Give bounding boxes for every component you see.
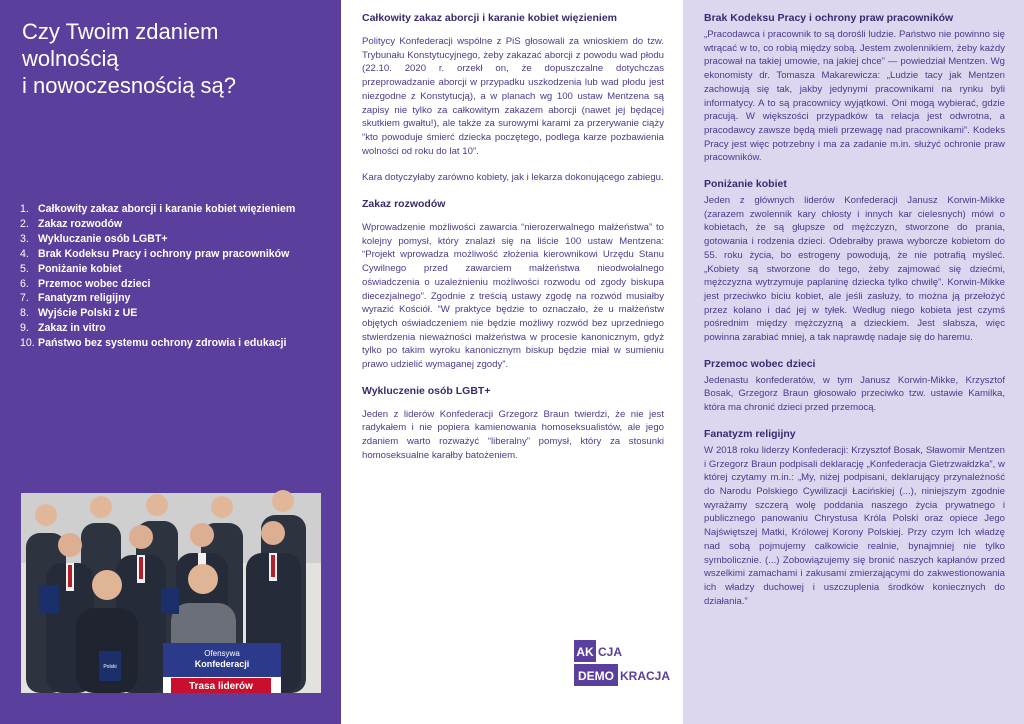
list-item — [20, 262, 295, 277]
list-item — [20, 202, 295, 217]
list-label: Państwo bez systemu ochrony zdrowia i edukacji — [38, 337, 287, 350]
list-number: 5. — [20, 262, 29, 275]
list-label: Wyjście Polski z UE — [38, 307, 138, 320]
section-abortion — [362, 12, 664, 185]
list-number: 3. — [20, 232, 29, 245]
section-title: Fanatyzm religijny — [704, 427, 796, 440]
section-title: Przemoc wobec dzieci — [704, 357, 816, 370]
list-label: Wykluczanie osób LGBT+ — [38, 232, 168, 245]
list-label: Poniżanie kobiet — [38, 262, 122, 275]
list-item — [20, 277, 295, 292]
akcja-demokracja-logo — [574, 640, 671, 688]
list-label: Fanatyzm religijny — [38, 292, 131, 305]
section-paragraph: Politycy Konfederacji wspólne z PiS głosowali za wnioskiem do tzw. Trybunału Konstytucyjnego, żeby zakazać aborcji z powodu wad płodu (22.10. 2020 r. orzekł on, że dopuszczalne dotychczas przeprowadzanie aborcji w przypadku uszkodzenia lub wad płodu jest niezgodne z Konstytucją), a w planach wg 100 ustaw Mentzena są zapisy nie tylko za całkowitym zakazem aborcji (nawet jej będącej skutkiem gwałtu!), ale także za surowymi karami za przerywanie ciąży “kto powoduje śmierć dziecka poczętego, podlega karze pozbawienia wolności od roku do lat 10”. — [362, 36, 664, 157]
banner-red-text: Trasa liderów — [189, 681, 253, 692]
section-paragraph: W 2018 roku liderzy Konfederacji: Krzysztof Bosak, Sławomir Mentzen i Grzegorz Braun podpisali deklarację „Konfederacja Gietrzwałdzka”, w której czytamy m.in.: „My, niżej podpisani, deklarujący przynależność do Narodu Polskiego Cywilizacji Łacińskiej (...), niniejszym zgodnie wyrażamy szczerą wolę poddania naszego życia prywatnego i publicznego panowaniu Chrystusa Króla Polski oraz opiece Jego Najświętszej Matki, Królowej Korony Polskiej. Przy czym Ich władzę nad sobą pojmujemy całkowicie realnie, bynajmniej nie tylko symbolicznie. (...) Zobowiązujemy się bronić naszych kapłanów przed wszelkimi zamachami i zakusami zmierzającymi do zakwestionowania ich władzy duchowej i uszczuplenia środków koniecznych do działania.” — [704, 444, 1005, 607]
list-item — [20, 232, 295, 247]
middle-content — [362, 12, 664, 476]
list-item — [20, 217, 295, 232]
section-paragraph: Wprowadzenie możliwości zawarcia “nierozerwalnego małżeństwa” to kolejny pomysł, który znalazł się na liście 100 ustaw Mentzena: “Projekt wprowadza możliwość złożenia kierownikowi Urzędu Stanu Cywilnego przed zawarciem małżeństwa nieodwołalnego oświadczenia o uzależnieniu możliwości rozwodu od zgody biskupa diecezjalnego”. Zgodnie z treścią ustawy zgodę na rozwód musiałby wyrazić Kościół. “W praktyce będzie to oznaczało, że u małżeństw objętych oświadczeniem nie będzie możliwy rozwód bez uprzedniego stwierdzenia nieważności małżeństwa w procesie kanonicznym, gdyż tylko po takim wyroku kanonicznym biskup będzie miał w sumieniu prawo udzielić wymaganej zgody”. — [362, 222, 664, 371]
section-paragraph: Jeden z liderów Konfederacji Grzegorz Braun twierdzi, że nie jest radykałem i nie popiera kamienowania homoseksualistów, ale jego zdaniem warto rozważyć “liberalny” pomysł, który za stosunki homoseksualne karałby batożeniem. — [362, 408, 664, 461]
logo-text-demo: DEMO — [578, 669, 614, 683]
page-title — [22, 18, 322, 99]
section-women — [704, 178, 1005, 345]
section-paragraph: Kara dotyczyłaby zarówno kobiety, jak i lekarza dokonującego zabiegu. — [362, 172, 664, 184]
list-label: Przemoc wobec dzieci — [38, 277, 151, 290]
list-number: 10. — [20, 337, 35, 350]
list-number: 6. — [20, 277, 29, 290]
title-line-2: wolnością — [22, 46, 119, 71]
section-title: Brak Kodeksu Pracy i ochrony praw pracowników — [704, 12, 954, 24]
list-label: Brak Kodeksu Pracy i ochrony praw pracowników — [38, 247, 290, 260]
list-item — [20, 247, 295, 262]
section-title: Zakaz rozwodów — [362, 198, 446, 211]
list-number: 8. — [20, 307, 29, 320]
list-item — [20, 291, 295, 306]
list-label: Całkowity zakaz aborcji i karanie kobiet więzieniem — [38, 203, 296, 215]
list-number: 4. — [20, 247, 29, 260]
list-number: 2. — [20, 217, 29, 230]
title-line-3: i nowoczesnością są? — [22, 73, 237, 98]
section-title: Całkowity zakaz aborcji i karanie kobiet więzieniem — [362, 12, 618, 24]
section-lgbt — [362, 385, 664, 463]
list-number: 9. — [20, 322, 29, 335]
banner-line-2: Konfederacji — [194, 659, 250, 669]
logo-text-ak: AK — [576, 645, 594, 659]
section-title: Poniżanie kobiet — [704, 178, 787, 191]
list-item — [20, 306, 295, 321]
book-label: Polski — [103, 664, 117, 670]
banner-line-1: Ofensywa — [204, 649, 240, 658]
list-item — [20, 321, 295, 336]
list-number: 1. — [20, 203, 29, 215]
left-column — [0, 0, 341, 724]
section-paragraph: „Pracodawca i pracownik to są dorośli ludzie. Państwo nie powinno się wtrącać w to, co robią między sobą. Jestem zwolennikiem, żeby każdy pracował na takiej umowie, na jakiej chce” — powiedział Mentzen. Wg ekonomisty dr. Tomasza Makarewicza: „Ludzie tacy jak Mentzen zachowują się tak, jakby jedynymi pracownikami na rynku byli informatycy. A to są pracownicy wyjątkowi. Oni mogą wybierać, gdzie pracują. W większości przypadków ta relacja jest odwrotna, a pracodawcy zawsze będą mieli przewagę nad pracownikami”. Kodeks Pracy jest więc potrzebny i ma za zadanie m.in. służyć ochronie praw pracowników. — [704, 29, 1005, 164]
list-label: Zakaz in vitro — [38, 322, 106, 335]
list-label: Zakaz rozwodów — [38, 217, 123, 230]
group-photo — [21, 493, 321, 693]
section-children — [704, 358, 1005, 415]
right-content — [704, 12, 1005, 621]
section-paragraph: Jeden z głównych liderów Konfederacji Janusz Korwin-Mikke (zarazem zwolennik kary chłosty i innych kar cielesnych) mówi o kobietach, że są głupsze od mężczyzn, stworzone do prania, gotowania i rodzenia dzieci. Odebrałby prawa wyborcze kobietom do 55. roku życia, bo estrogeny powodują, że nie potrafią myśleć. „Kobiety są stworzone do tego, żeby zajmować się dziećmi, mężczyzna wytrzymuje paplaninę dziecka tylko chwilę”. Korwin-Mikke jest przeciwko biciu kobiet, ale jeśli zasłuży, to można ją przełożyć przez kolano i dać jej w tyłek. Według niego kobieta jest czymś pośrednim między mężczyzną a dzieckiem. Jest słabsza, więc powinna zarabiać mniej, a tak naprawdę nadaje się do haremu. — [704, 195, 1005, 344]
logo-text-kracja: KRACJA — [620, 669, 671, 683]
section-divorce — [362, 198, 664, 372]
topic-list — [20, 202, 295, 351]
section-title: Wykluczenie osób LGBT+ — [362, 384, 491, 397]
logo-text-cja: CJA — [598, 645, 623, 659]
group-photo-illustration — [21, 493, 321, 693]
list-number: 7. — [20, 292, 29, 305]
section-religion — [704, 428, 1005, 608]
section-paragraph: Jedenastu konfederatów, w tym Janusz Korwin-Mikke, Krzysztof Bosak, Grzegorz Braun głosowało przeciwko tzw. ustawie Kamilka, która ma chronić dzieci przed przemocą. — [704, 374, 1005, 414]
title-line-1: Czy Twoim zdaniem — [22, 19, 219, 44]
list-item — [20, 336, 295, 351]
section-labor-code — [704, 12, 1005, 165]
